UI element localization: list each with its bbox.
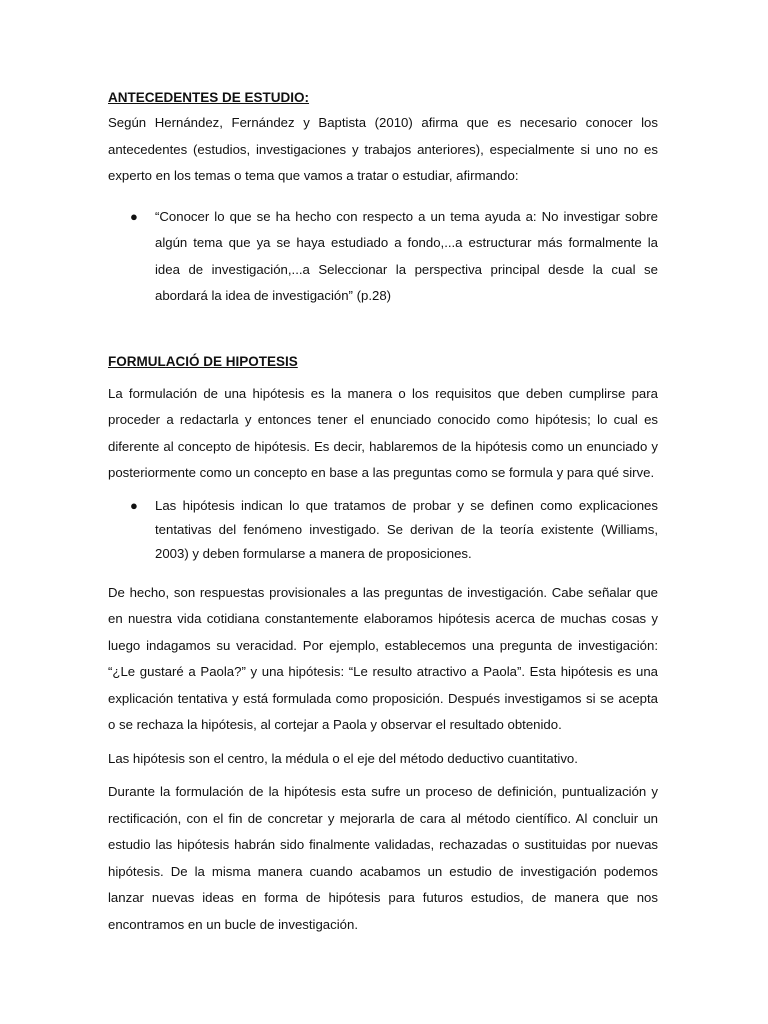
hipotesis-bullet-text: Las hipótesis indican lo que tratamos de probar y se definen como explicaciones tentativas del fenómeno investigado. Se derivan de la teoría existente (Williams, 2003) y deben formularse a manera de proposiciones. bbox=[155, 497, 658, 561]
document-page bbox=[108, 86, 658, 938]
bullet-icon: ● bbox=[130, 497, 138, 513]
hipotesis-paragraph-2: De hecho, son respuestas provisionales a las preguntas de investigación. Cabe señalar que en nuestra vida cotidiana constantemente elaboramos hipótesis acerca de muchas cosas y luego indagamos su veracidad. Por ejemplo, establecemos una pregunta de investigación: “¿Le gustaré a Paola?” y una hipótesis: “Le resulto atractivo a Paola”. Esta hipótesis es una explicación tentativa y está formulada como proposición. Después investigamos si se acepta o se rechaza la hipótesis, al cortejar a Paola y observar el resultado obtenido. bbox=[108, 584, 658, 732]
quote-text: “Conocer lo que se ha hecho con respecto a un tema ayuda a: No investigar sobre algún tema que ya se haya estudiado a fondo,...a estructurar más formalmente la idea de investigación,...a Seleccionar la perspectiva principal desde la cual se abordará la idea de investigación” (p.28) bbox=[155, 208, 658, 303]
bullet-icon: ● bbox=[130, 208, 138, 224]
hipotesis-paragraph-1: La formulación de una hipótesis es la manera o los requisitos que deben cumplirse para proceder a redactarla y entonces tener el enunciado conocido como hipótesis; lo cual es diferente al concepto de hipótesis. Es decir, hablaremos de la hipótesis como un enunciado y posteriormente como un concepto en base a las preguntas como se formula y para qué sirve. bbox=[108, 385, 658, 480]
hipotesis-paragraph-3: Las hipótesis son el centro, la médula o el eje del método deductivo cuantitativo. bbox=[108, 750, 578, 766]
hipotesis-list bbox=[108, 494, 658, 566]
hipotesis-paragraph-4: Durante la formulación de la hipótesis esta sufre un proceso de definición, puntualización y rectificación, con el fin de concretar y mejorarla de cara al método científico. Al concluir un estudio las hipótesis habrán sido finalmente validadas, rechazadas o sustituidas por nuevas hipótesis. De la misma manera cuando acabamos un estudio de investigación podemos lanzar nuevas ideas en forma de hipótesis para futuros estudios, de manera que nos encontramos en un bucle de investigación. bbox=[108, 784, 658, 932]
list-item bbox=[108, 204, 658, 310]
section-heading-hipotesis: FORMULACIÓ DE HIPOTESIS bbox=[108, 353, 298, 369]
quote-list bbox=[108, 204, 658, 310]
list-item bbox=[108, 494, 658, 566]
section-heading-antecedentes: ANTECEDENTES DE ESTUDIO: bbox=[108, 90, 310, 105]
intro-paragraph: Según Hernández, Fernández y Baptista (2010) afirma que es necesario conocer los antecedentes (estudios, investigaciones y trabajos anteriores), especialmente si uno no es experto en los temas o tema que vamos a tratar o estudiar, afirmando: bbox=[108, 115, 658, 183]
